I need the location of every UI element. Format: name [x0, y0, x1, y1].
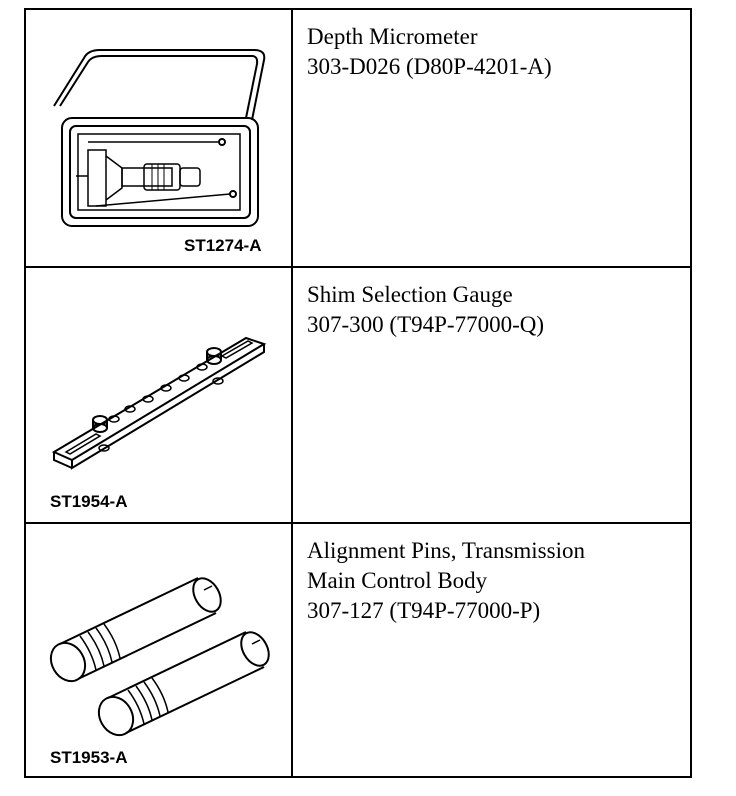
tool-name-line-2: Main Control Body [307, 568, 488, 593]
alignment-pins-illustration [26, 524, 291, 774]
tool-name: Depth Micrometer [307, 24, 478, 49]
tool-description [307, 280, 682, 340]
figure-id-label: ST1953-A [50, 748, 128, 767]
tool-illustration-cell [26, 268, 293, 522]
depth-micrometer-illustration [26, 10, 291, 266]
special-tools-table [24, 8, 692, 778]
shim-selection-gauge-illustration [26, 268, 291, 522]
tool-row-shim-selection-gauge [26, 268, 690, 524]
tool-number: 307-300 (T94P-77000-Q) [307, 312, 544, 337]
figure-id-label: ST1954-A [50, 492, 128, 511]
tool-name-line-1: Alignment Pins, Transmission [307, 538, 585, 563]
tool-name: Shim Selection Gauge [307, 282, 513, 307]
tool-description [307, 22, 682, 82]
tool-row-depth-micrometer [26, 10, 690, 268]
tool-description [307, 536, 682, 626]
tool-number: 307-127 (T94P-77000-P) [307, 598, 541, 623]
tool-illustration-cell [26, 10, 293, 266]
tool-illustration-cell [26, 524, 293, 776]
figure-id-label: ST1274-A [184, 236, 262, 255]
tool-row-alignment-pins [26, 524, 690, 776]
tool-number: 303-D026 (D80P-4201-A) [307, 54, 552, 79]
